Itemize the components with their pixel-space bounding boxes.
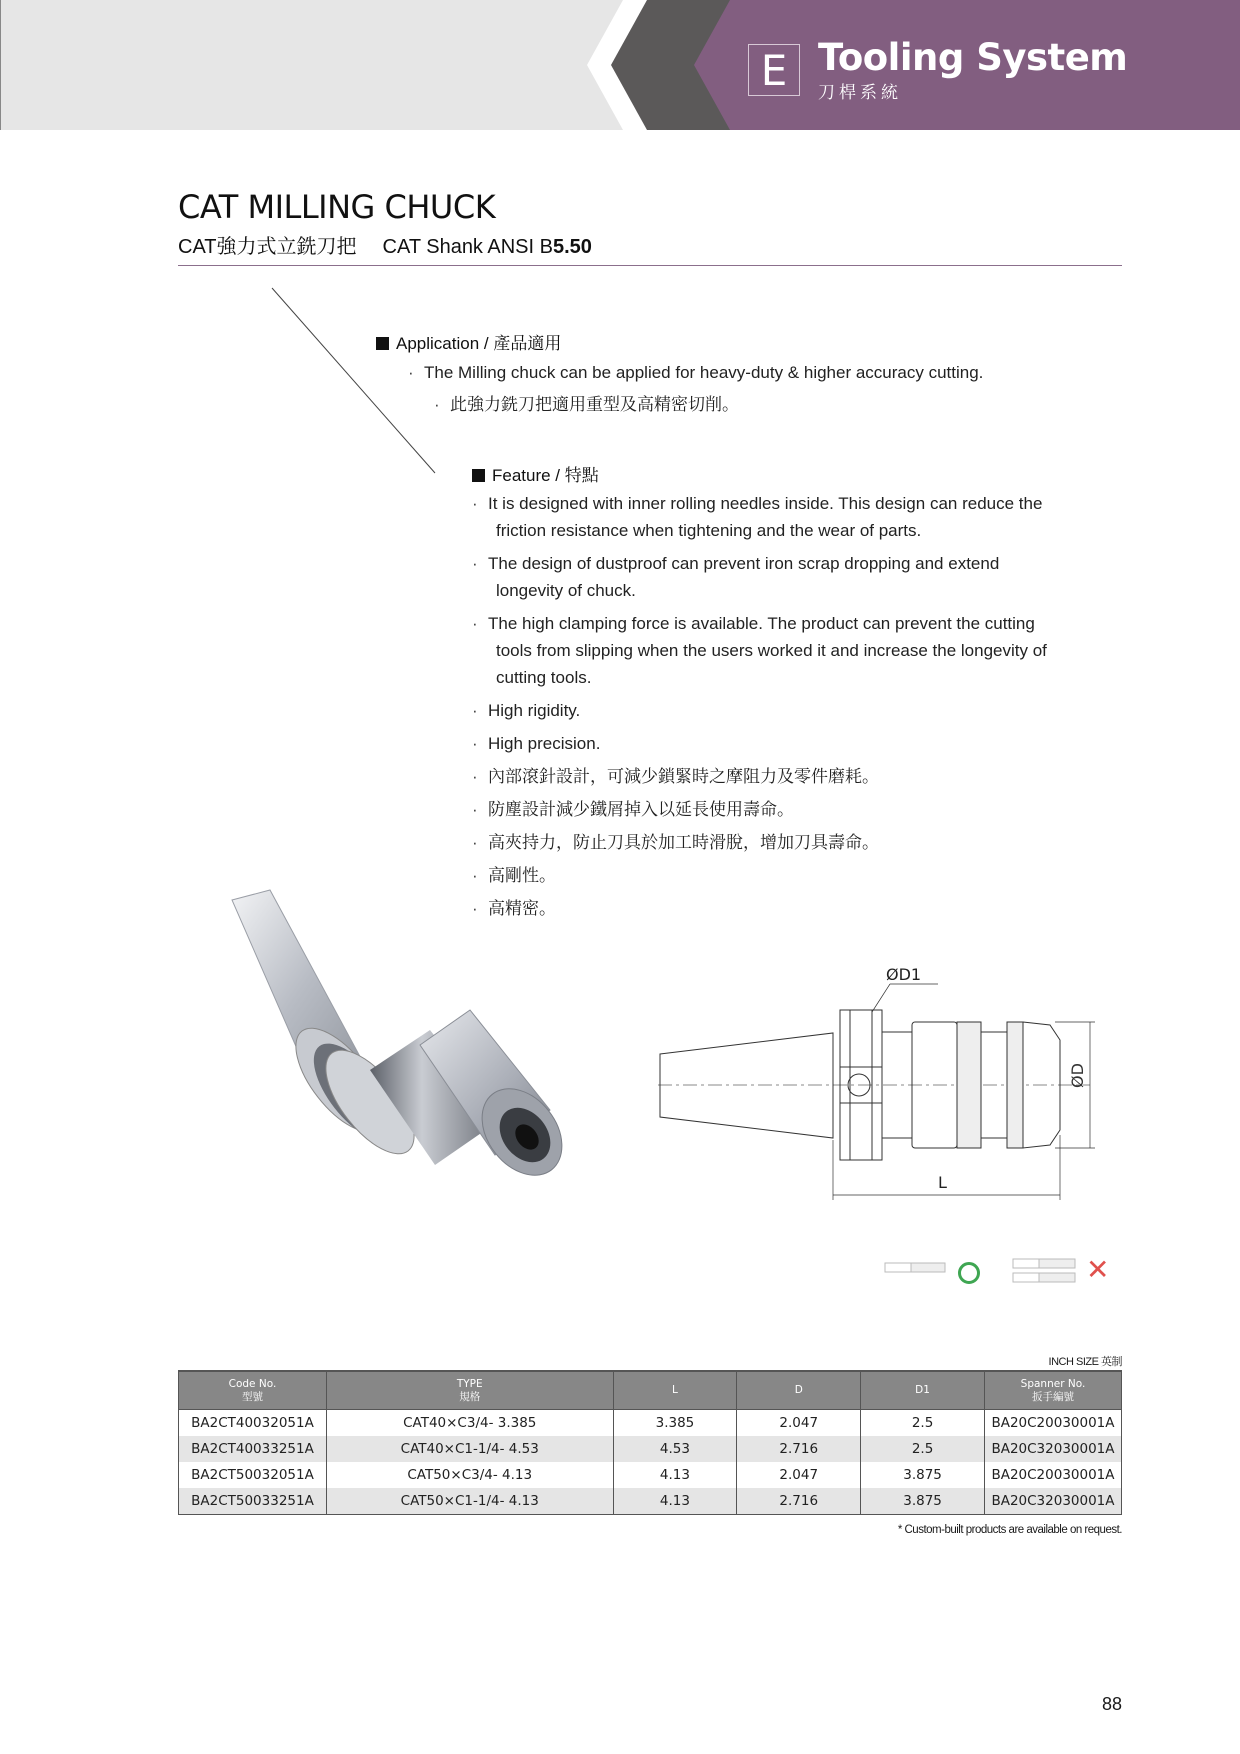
bullet-dot-icon: · xyxy=(472,800,478,819)
table-cell: CAT40×C1-1/4- 4.53 xyxy=(326,1436,613,1462)
bullet-dot-icon: · xyxy=(472,734,478,753)
product-subtitle-en: CAT Shank ANSI B xyxy=(382,236,553,258)
product-subtitle xyxy=(178,230,592,259)
column-header-en: Spanner No. xyxy=(1020,1377,1086,1390)
application-heading xyxy=(376,329,561,354)
table-cell: BA2CT50032051A xyxy=(179,1462,327,1488)
table-cell: BA2CT50033251A xyxy=(179,1488,327,1515)
feature-item xyxy=(496,637,1047,664)
table-cell: 3.875 xyxy=(861,1488,985,1515)
feature-item xyxy=(472,490,1042,517)
column-header xyxy=(861,1371,985,1410)
product-subtitle-zh: CAT強力式立銑刀把 xyxy=(178,236,357,258)
feature-item xyxy=(472,697,580,724)
bullet-dot-icon: · xyxy=(472,899,478,918)
table-cell: 2.047 xyxy=(737,1410,861,1437)
header-light-band xyxy=(0,0,623,130)
column-header xyxy=(737,1371,861,1410)
feature-heading xyxy=(472,461,599,486)
feature-item-text: 內部滾針設計，可減少鎖緊時之摩阻力及零件磨耗。 xyxy=(488,767,879,786)
bullet-dot-icon: · xyxy=(472,866,478,885)
table-cell: BA20C32030001A xyxy=(984,1436,1121,1462)
table-cell: 2.047 xyxy=(737,1462,861,1488)
unit-note: INCH SIZE 英制 xyxy=(1048,1356,1122,1368)
chuck-photo-illustration xyxy=(232,890,578,1191)
section-letter-badge: E xyxy=(748,44,800,96)
technical-drawing xyxy=(650,960,1100,1210)
feature-item-text: The design of dustproof can prevent iron scrap dropping and extend xyxy=(488,554,1000,573)
custom-build-note: * Custom-built products are available on request. xyxy=(897,1524,1122,1536)
feature-item-text: It is designed with inner rolling needles inside. This design can reduce the xyxy=(488,494,1043,513)
application-heading-text: Application / 產品適用 xyxy=(396,334,562,353)
table-header-row xyxy=(179,1371,1122,1410)
application-item-text: The Milling chuck can be applied for heavy-duty & higher accuracy cutting. xyxy=(424,363,984,382)
column-header-en: D1 xyxy=(915,1384,930,1396)
square-bullet-icon xyxy=(376,337,389,350)
title-divider xyxy=(178,265,1122,266)
table-cell: CAT50×C3/4- 4.13 xyxy=(326,1462,613,1488)
feature-item-text: longevity of chuck. xyxy=(496,581,636,600)
double-tool-icon xyxy=(1012,1258,1078,1284)
feature-item-text: 高夾持力，防止刀具於加工時滑脫，增加刀具壽命。 xyxy=(488,833,879,852)
table-cell: 2.5 xyxy=(861,1410,985,1437)
feature-item-text: 高精密。 xyxy=(488,899,556,918)
feature-item xyxy=(472,796,794,823)
column-header xyxy=(613,1371,737,1410)
feature-item-text: cutting tools. xyxy=(496,668,592,687)
page-number: 88 xyxy=(1101,1694,1122,1714)
section-header xyxy=(0,0,1240,130)
bullet-dot-icon: · xyxy=(408,363,414,382)
table-cell: BA20C20030001A xyxy=(984,1410,1121,1437)
column-header xyxy=(984,1371,1121,1410)
section-subtitle: 刀桿系統 xyxy=(818,83,902,102)
feature-item-text: High rigidity. xyxy=(488,701,581,720)
feature-item-text: High precision. xyxy=(488,734,601,753)
bullet-dot-icon: · xyxy=(472,494,478,513)
table-cell: 3.385 xyxy=(613,1410,737,1437)
feature-item xyxy=(496,577,636,604)
bullet-dot-icon: · xyxy=(434,395,440,414)
table-cell: 2.716 xyxy=(737,1488,861,1515)
feature-item-text: friction resistance when tightening and the wear of parts. xyxy=(496,521,922,540)
bullet-dot-icon: · xyxy=(472,767,478,786)
square-bullet-icon xyxy=(472,469,485,482)
circle-ok-icon xyxy=(958,1262,980,1284)
column-header-en: TYPE xyxy=(456,1377,483,1390)
table-row xyxy=(179,1436,1122,1462)
table-cell: BA2CT40032051A xyxy=(179,1410,327,1437)
table-cell: 4.53 xyxy=(613,1436,737,1462)
feature-item-text: 高剛性。 xyxy=(488,866,556,885)
column-header-en: Code No. xyxy=(228,1377,277,1390)
table-cell: CAT50×C1-1/4- 4.13 xyxy=(326,1488,613,1515)
dimension-label-l: L xyxy=(938,1173,947,1192)
feature-item xyxy=(472,763,879,790)
feature-item xyxy=(472,730,600,757)
single-tool-icon xyxy=(884,1262,950,1274)
feature-item-text: The high clamping force is available. The product can prevent the cutting xyxy=(488,614,1035,633)
application-item xyxy=(434,391,739,418)
table-cell: 3.875 xyxy=(861,1462,985,1488)
dimension-label-d1: ØD1 xyxy=(886,965,922,984)
spec-table xyxy=(178,1370,1122,1515)
table-cell: 4.13 xyxy=(613,1488,737,1515)
column-header-en: D xyxy=(794,1384,803,1396)
product-title: CAT MILLING CHUCK xyxy=(178,188,496,226)
feature-item-text: tools from slipping when the users worked it and increase the longevity of xyxy=(496,641,1047,660)
product-standard-number: 5.50 xyxy=(552,236,592,258)
section-title: Tooling System xyxy=(818,36,1128,79)
product-photo xyxy=(220,880,600,1210)
feature-item xyxy=(472,829,879,856)
table-cell: BA2CT40033251A xyxy=(179,1436,327,1462)
table-cell: CAT40×C3/4- 3.385 xyxy=(326,1410,613,1437)
column-header-zh: 扳手編號 xyxy=(1031,1390,1074,1403)
table-row xyxy=(179,1410,1122,1437)
column-header xyxy=(179,1371,327,1410)
x-icon: ✕ xyxy=(1086,1254,1110,1285)
feature-item xyxy=(472,550,999,577)
feature-heading-text: Feature / 特點 xyxy=(492,466,599,485)
dimension-label-d: ØD xyxy=(1068,1063,1087,1088)
table-cell: BA20C20030001A xyxy=(984,1462,1121,1488)
bullet-dot-icon: · xyxy=(472,833,478,852)
feature-item-text: 防塵設計減少鐵屑掉入以延長使用壽命。 xyxy=(488,800,794,819)
feature-item xyxy=(472,610,1035,637)
bullet-dot-icon: · xyxy=(472,554,478,573)
feature-item xyxy=(496,517,921,544)
table-cell: 2.716 xyxy=(737,1436,861,1462)
table-cell: BA20C32030001A xyxy=(984,1488,1121,1515)
feature-item xyxy=(496,664,591,691)
table-row xyxy=(179,1488,1122,1515)
table-row xyxy=(179,1462,1122,1488)
column-header-zh: 規格 xyxy=(459,1390,481,1403)
column-header-en: L xyxy=(672,1384,678,1396)
table-cell: 4.13 xyxy=(613,1462,737,1488)
table-cell: 2.5 xyxy=(861,1436,985,1462)
column-header xyxy=(326,1371,613,1410)
bullet-dot-icon: · xyxy=(472,614,478,633)
bullet-dot-icon: · xyxy=(472,701,478,720)
application-item xyxy=(408,359,983,386)
column-header-zh: 型號 xyxy=(241,1390,263,1403)
application-item-text: 此強力銑刀把適用重型及高精密切削。 xyxy=(450,395,739,414)
